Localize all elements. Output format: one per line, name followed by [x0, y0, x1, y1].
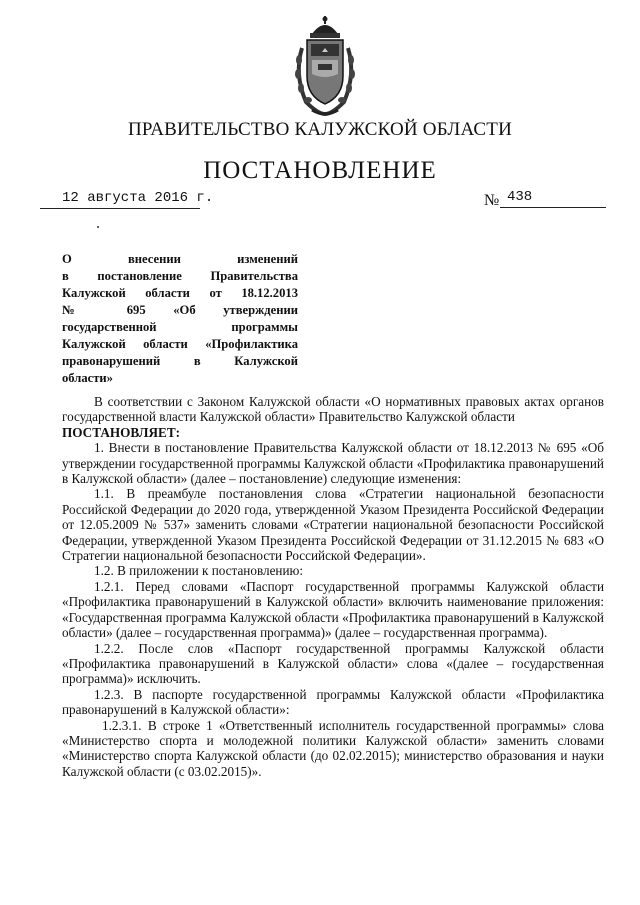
subject-line: государственной программы	[62, 320, 298, 334]
document-body	[62, 394, 604, 779]
paragraph-1-1: 1.1. В преамбуле постановления слова «Стратегии национальной безопасности Российской Федерации до 2020 года, утвержденной Указом Президента Российской Федерации от 12.05.2009 № 537» заменить словами «Стратегии национальной безопасности Российской Федерации, утвержденной Указом Президента Российской Федерации от 31.12.2015 № 683 «О Стратегии национальной безопасности Российской Федерации».	[62, 486, 604, 564]
paragraph-1-2-3-1: 1.2.3.1. В строке 1 «Ответственный исполнитель государственной программы» слова «Министерство спорта и молодежной политики Калужской области» заменить словами «Министерство спорта Калужской области (до 02.02.2015); министерство образования и науки Калужской области (с 03.02.2015)».	[62, 717, 604, 779]
subject-line: Калужской области «Профилактика	[62, 337, 298, 351]
subject-line: в постановление Правительства	[62, 269, 298, 283]
coat-of-arms-icon	[290, 14, 360, 118]
document-subject	[62, 251, 298, 387]
subject-line: правонарушений в Калужской	[62, 354, 298, 368]
government-title: ПРАВИТЕЛЬСТВО КАЛУЖСКОЙ ОБЛАСТИ	[127, 119, 513, 140]
document-number: 438	[507, 189, 533, 205]
resolves-heading: ПОСТАНОВЛЯЕТ:	[62, 424, 181, 440]
paragraph-1-2-3: 1.2.3. В паспорте государственной программы Калужской области «Профилактика правонарушений в Калужской области»:	[62, 686, 604, 718]
subject-line: № 695 «Об утверждении	[62, 303, 298, 317]
stray-dot	[97, 226, 99, 228]
paragraph-1: 1. Внести в постановление Правительства Калужской области от 18.12.2013 № 695 «Об утверждении государственной программы Калужской области «Профилактика правонарушений в Калужской области» (далее – постановление) следующие изменения:	[62, 440, 604, 487]
document-type-title: ПОСТАНОВЛЕНИЕ	[203, 157, 437, 184]
preamble-paragraph: В соответствии с Законом Калужской области «О нормативных правовых актах органов государственной власти Калужской области» Правительство Калужской области	[62, 394, 604, 425]
subject-line: О внесении изменений	[62, 252, 298, 266]
number-underline	[500, 207, 606, 208]
document-date: 12 августа 2016 г.	[62, 190, 214, 206]
subject-line: области»	[62, 371, 113, 385]
date-underline	[40, 208, 200, 209]
paragraph-1-2: 1.2. В приложении к постановлению:	[94, 563, 304, 579]
paragraph-1-2-2: 1.2.2. После слов «Паспорт государственной программы Калужской области «Профилактика правонарушений в Калужской области» слова «(далее – государственная программа)» исключить.	[62, 640, 604, 687]
number-label: №	[484, 192, 500, 209]
paragraph-1-2-1: 1.2.1. Перед словами «Паспорт государственной программы Калужской области «Профилактика правонарушений в Калужской области» включить наименование приложения: «Государственная программа Калужской области «Профилактика правонарушений в Калужской области» (далее – государственная программа)» (далее – государственная программа).	[62, 578, 604, 641]
subject-line: Калужской области от 18.12.2013	[62, 286, 298, 300]
